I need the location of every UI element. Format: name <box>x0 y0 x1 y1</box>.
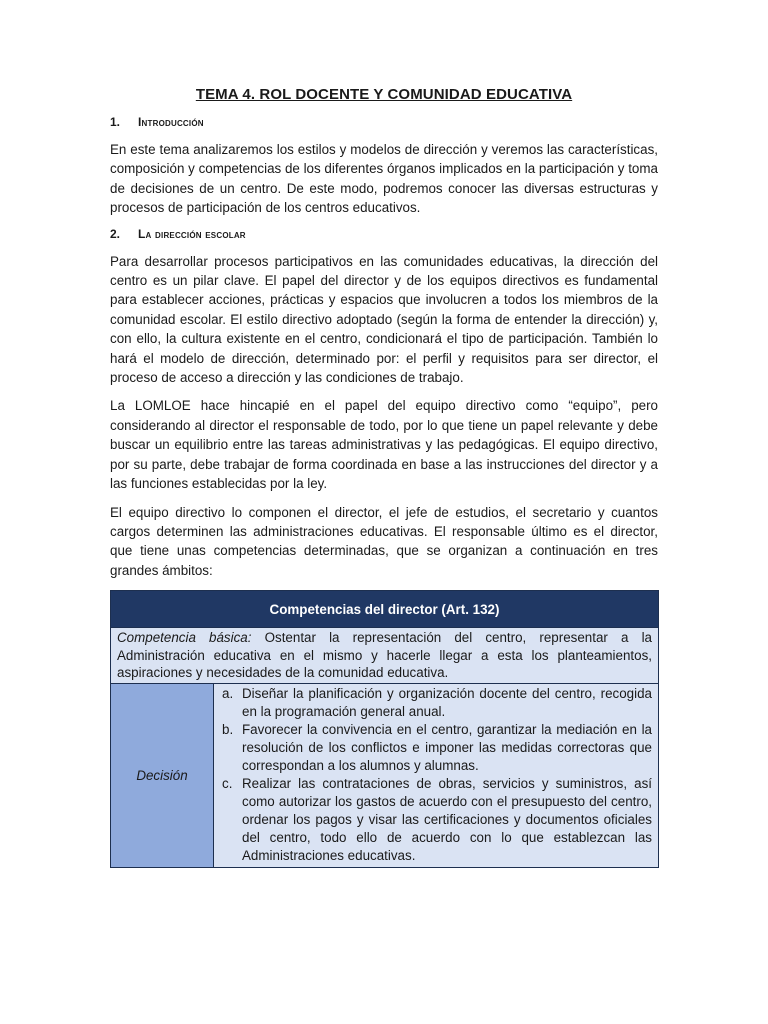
paragraph: La LOMLOE hace hincapié en el papel del equipo directivo como “equipo”, pero considerando al director el responsable de todo, por lo que tiene un papel relevante y debe buscar un equilibrio entre las tareas administrativas y las pedagógicas. El equipo directivo, por su parte, debe trabajar de forma coordinada en base a las instrucciones del director y a las funciones establecidas por la ley. <box>110 398 658 492</box>
section-heading-direccion-escolar <box>110 227 658 241</box>
list-item <box>220 685 652 721</box>
table-header-row <box>111 591 659 628</box>
table-row <box>111 683 659 867</box>
item-letter: b. <box>222 721 234 737</box>
paragraph: Para desarrollar procesos participativos en las comunidades educativas, la dirección del centro es un pilar clave. El papel del director y de los equipos directivos es fundamental para establecer acciones, prácticas y espacios que involucren a todos los miembros de la comunidad escolar. El estilo directivo adoptado (según la forma de entender la dirección) y, con ello, la cultura existente en el centro, condicionará el tipo de participación. También lo hará el modelo de dirección, determinado por: el perfil y requisitos para ser director, el proceso de acceso a dirección y las condiciones de trabajo. <box>110 253 658 386</box>
competencia-basica-label: Competencia básica: <box>117 630 252 646</box>
paragraph: El equipo directivo lo componen el director, el jefe de estudios, el secretario y cuantos cargos determinen las administraciones educativas. El responsable último es el director, que tiene unas competencias determinadas, que se organizan a continuación en tres grandes ámbitos: <box>110 504 658 578</box>
competencias-table <box>110 590 659 868</box>
table-row <box>111 628 659 684</box>
item-text: Realizar las contrataciones de obras, servicios y suministros, así como autorizar los gastos de acuerdo con el presupuesto del centro, ordenar los pagos y visar las certificaciones y documentos oficiales del centro, todo ello de acuerdo con lo que establezcan las Administraciones educativas. <box>242 775 652 863</box>
competencias-list <box>220 685 652 865</box>
competencia-basica-text: Ostentar la representación del centro, representar a la Administración educativa en el mismo y hacerle llegar a esta los planteamientos, aspiraciones y necesidades de la comunidad educativa. <box>117 630 653 681</box>
paragraph: En este tema analizaremos los estilos y modelos de dirección y veremos las características, composición y competencias de los diferentes órganos implicados en la participación y toma de decisiones de un centro. De este modo, podremos conocer las diversas estructuras y procesos de participación de los centros educativos. <box>110 142 658 216</box>
item-text: Favorecer la convivencia en el centro, garantizar la mediación en la resolución de los conflictos e imponer las medidas correctoras que correspondan a los alumnos y alumnas. <box>242 721 652 773</box>
items-cell <box>214 683 659 867</box>
document-page <box>110 86 658 868</box>
section-number: 1. <box>110 115 121 129</box>
section-heading-introduction <box>110 115 658 129</box>
list-item <box>220 721 652 775</box>
section-number: 2. <box>110 226 121 241</box>
section-title: Introducción <box>138 115 204 129</box>
table-header: Competencias del director (Art. 132) <box>111 591 659 628</box>
document-title: TEMA 4. ROL DOCENTE Y COMUNIDAD EDUCATIVA <box>195 86 573 103</box>
category-cell: Decisión <box>111 683 214 867</box>
item-letter: a. <box>222 685 234 701</box>
item-letter: c. <box>222 775 233 791</box>
section-title: La dirección escolar <box>138 226 246 241</box>
list-item <box>220 775 652 865</box>
item-text: Diseñar la planificación y organización docente del centro, recogida en la programación general anual. <box>242 685 652 719</box>
competencia-basica-cell <box>111 628 659 684</box>
